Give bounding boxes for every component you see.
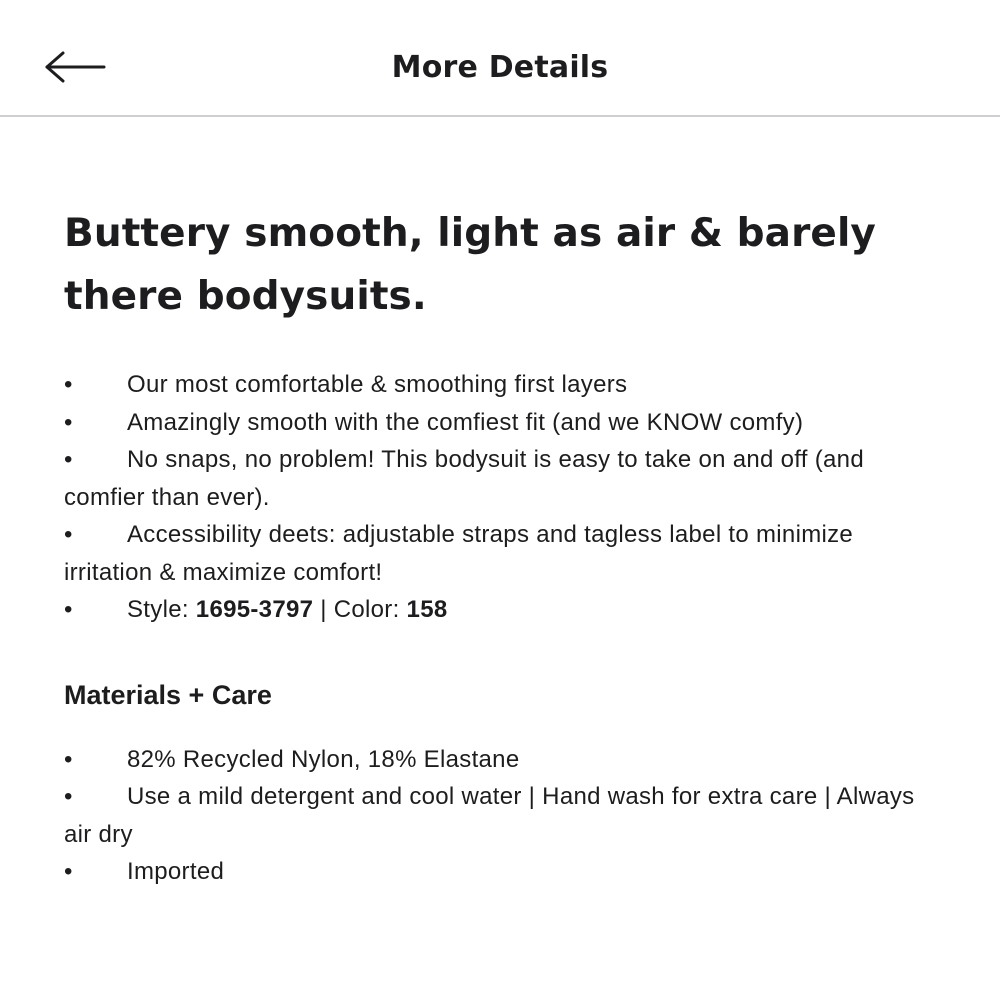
feature-text: No snaps, no problem! This bodysuit is easy to take on and off (and comfier than ever). [64,446,864,511]
feature-text: Our most comfortable & smoothing first layers [127,371,628,398]
page-title: More Details [391,50,609,85]
bullet-icon: • [64,371,73,398]
list-item [64,778,944,853]
list-item [64,516,944,591]
color-label: | Color: [313,596,407,623]
style-color-line [64,591,944,629]
list-item [64,366,944,404]
material-text: 82% Recycled Nylon, 18% Elastane [127,745,520,773]
list-item [64,853,944,891]
bullet-icon: • [64,446,73,473]
bullet-icon: • [64,521,73,548]
top-bar [0,0,1000,117]
material-text: Use a mild detergent and cool water | Hand wash for extra care | Always air dry [64,783,915,848]
list-item [64,404,944,442]
materials-list [64,741,944,891]
product-headline: Buttery smooth, light as air & barely there bodysuits. [64,211,876,319]
bullet-icon: • [64,745,73,773]
list-item [64,741,944,779]
bullet-icon: • [64,858,73,885]
color-number: 158 [406,596,448,623]
details-content [64,202,944,891]
style-label: Style: [127,596,196,623]
list-item [64,441,944,516]
feature-text: Accessibility deets: adjustable straps and tagless label to minimize irritation & maximize comfort! [64,521,854,586]
bullet-icon: • [64,408,73,436]
bullet-icon: • [64,783,73,810]
materials-care-heading: Materials + Care [64,679,272,710]
feature-list [64,366,944,629]
style-number: 1695-3797 [195,596,314,623]
material-text: Imported [127,858,225,885]
bullet-icon: • [64,596,73,623]
feature-text: Amazingly smooth with the comfiest fit (and we KNOW comfy) [127,408,804,436]
